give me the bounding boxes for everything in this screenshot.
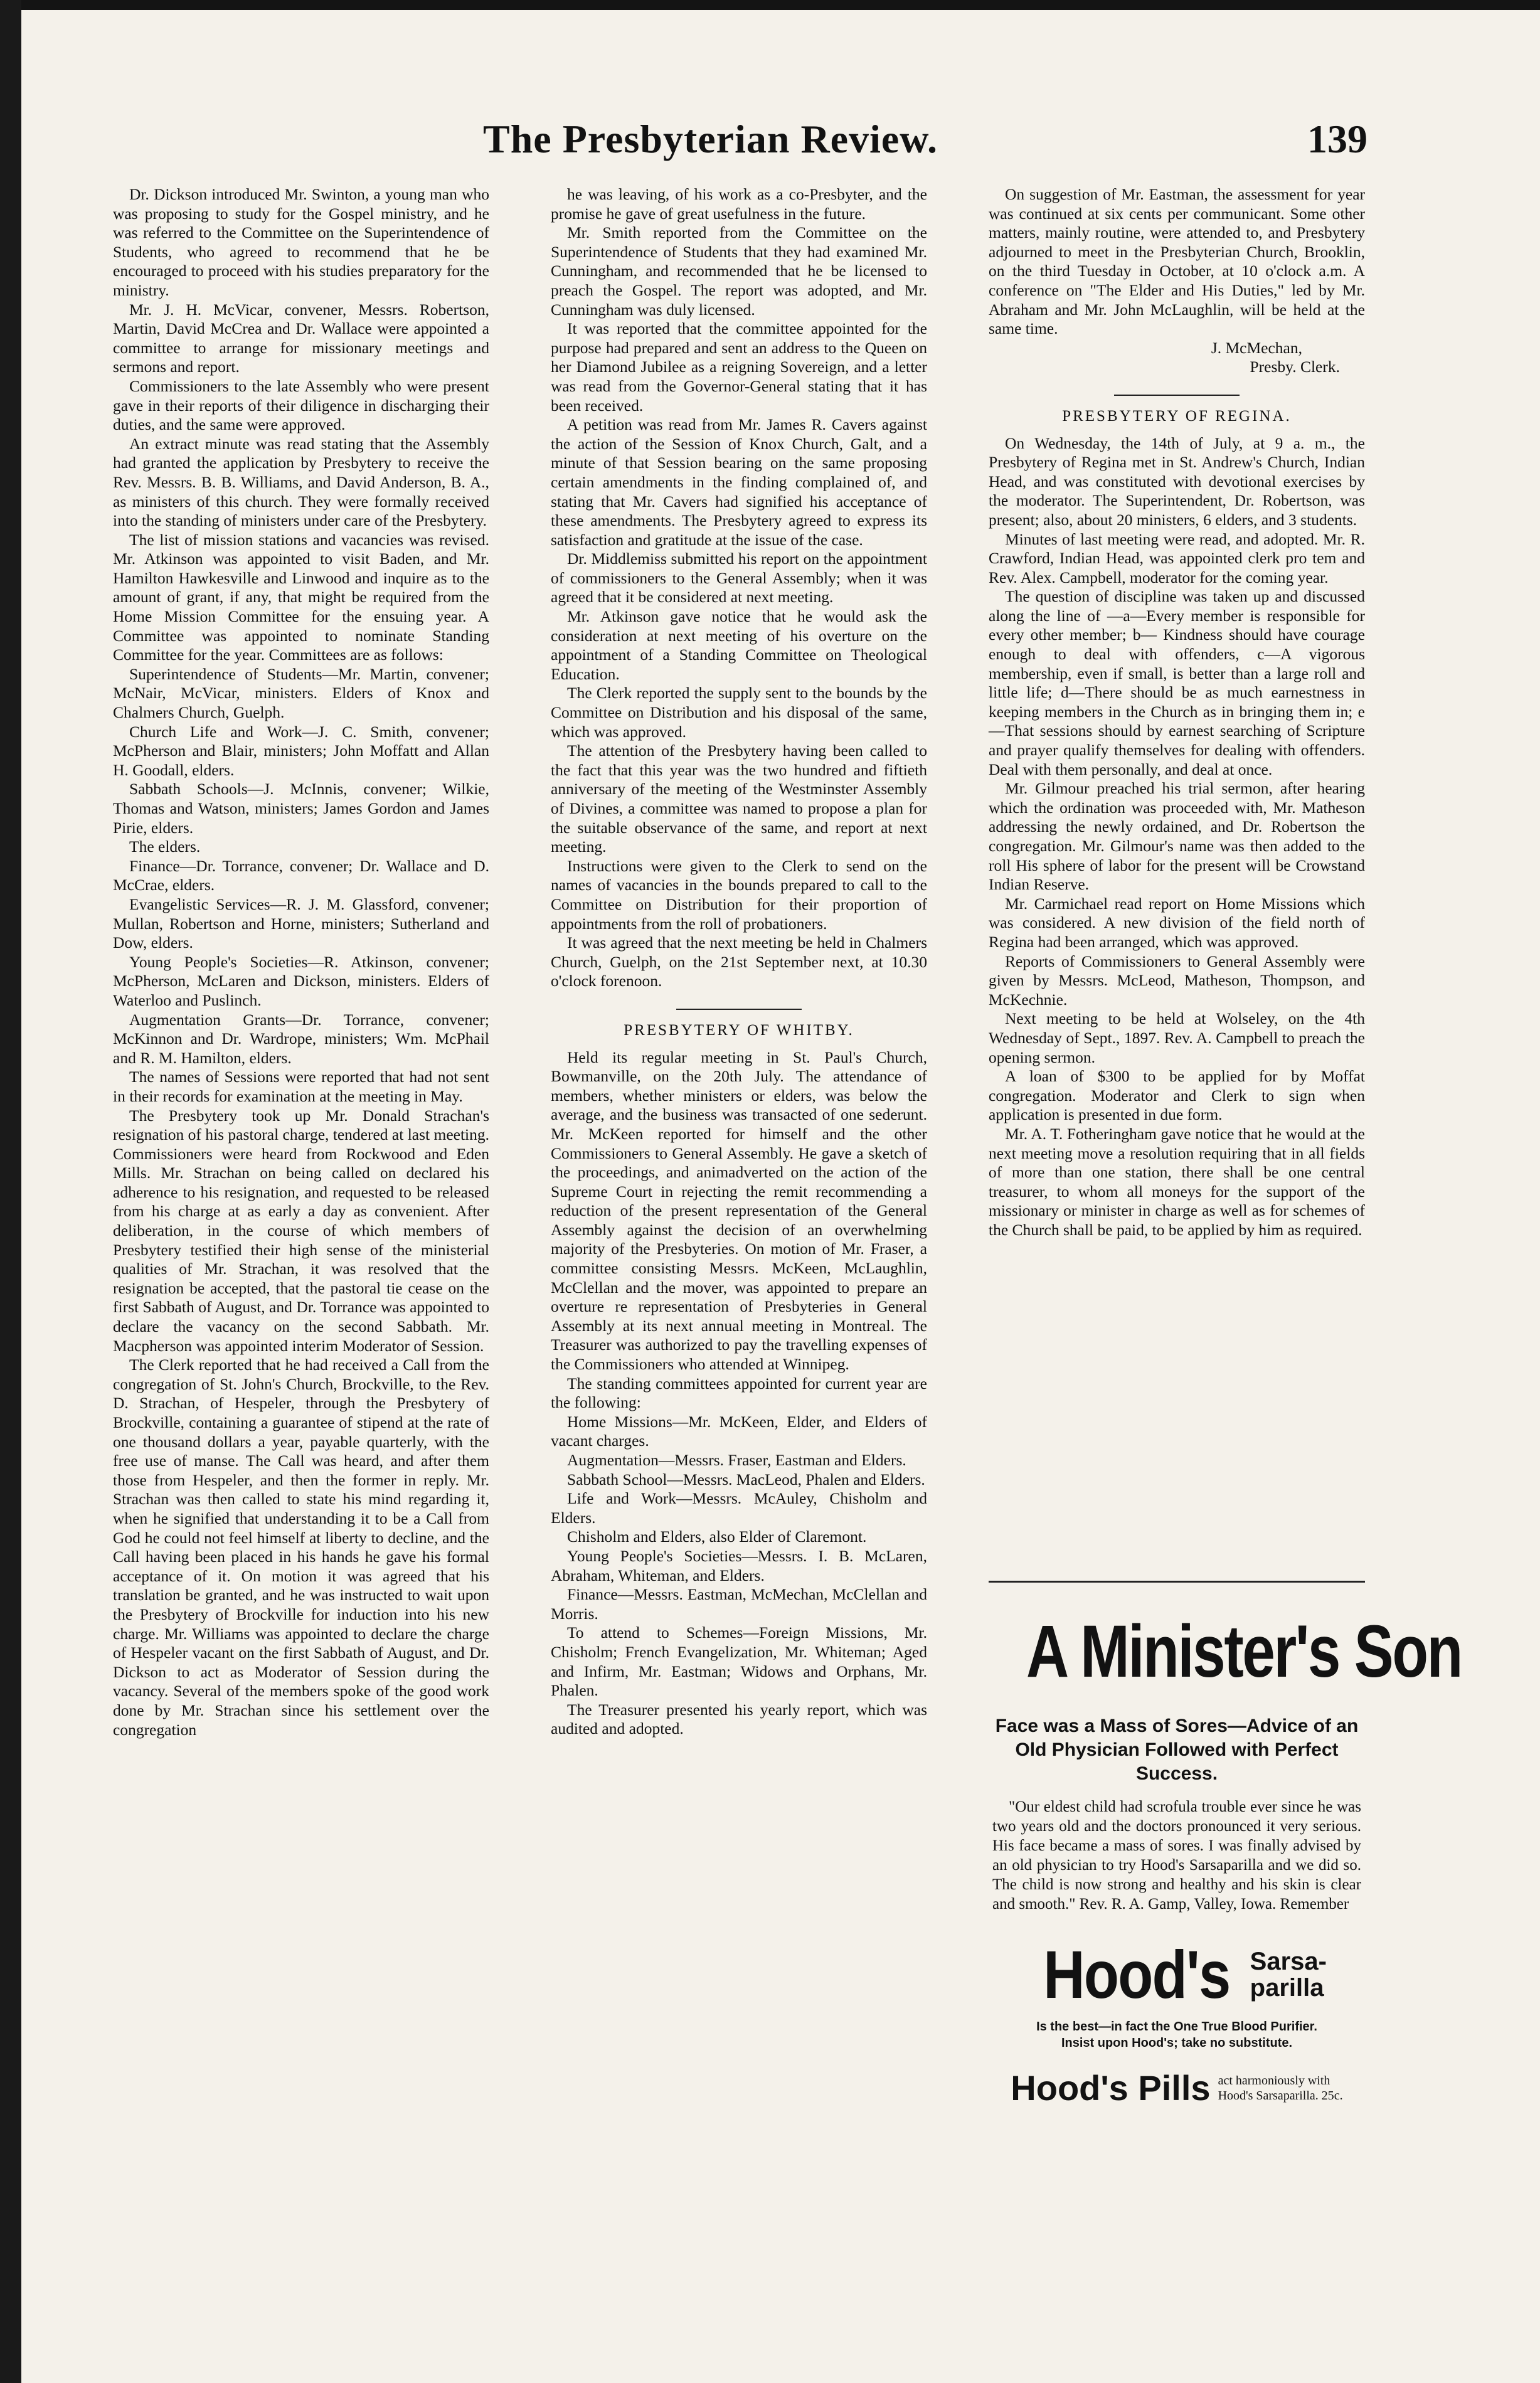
paragraph: A petition was read from Mr. James R. Cavers against the action of the Session of Knox Church, Galt, and a minute of that Session bearing on the same proposing certain amendments in the finding complained of, and stating that Mr. Cavers had signified his acceptance of these amendments. The Presbytery agreed to express its satisfaction and gratitude at the issue of the case.: [551, 415, 927, 549]
column-1: [113, 185, 489, 2355]
paragraph: Next meeting to be held at Wolseley, on the 4th Wednesday of Sept., 1897. Rev. A. Campbell to preach the opening sermon.: [989, 1009, 1365, 1066]
ad-title: A Minister's Son: [1026, 1610, 1462, 1693]
paragraph: Evangelistic Services—R. J. M. Glassford, convener; Mullan, Robertson and Horne, ministers; Sutherland and Dow, elders.: [113, 894, 489, 952]
scan-top-border: [0, 0, 1540, 10]
paragraph: Young People's Societies—Messrs. I. B. McLaren, Abraham, Whiteman, and Elders.: [551, 1546, 927, 1584]
paragraph: It was reported that the committee appointed for the purpose had prepared and sent an address to the Queen on her Diamond Jubilee as a reigning Sovereign, and a letter was read from the Governor-General stating that it has been received.: [551, 319, 927, 415]
paragraph: Augmentation—Messrs. Fraser, Eastman and Elders.: [567, 1451, 906, 1469]
ad-body: [992, 1797, 1361, 1914]
paragraph: On suggestion of Mr. Eastman, the assessment for year was continued at six cents per communicant. Some other matters, mainly routine, were attended to, and Presbytery adjourned to meet in the Presbyterian Church, Brooklin, on the third Tuesday in October, at 10 o'clock a.m. A conference on "The Elder and His Duties," led by Mr. Abraham and Mr. John McLaughlin, will be held at the same time.: [989, 185, 1365, 338]
paragraph: To attend to Schemes—Foreign Missions, Mr. Chisholm; French Evangelization, Mr. Whiteman; Aged and Infirm, Mr. Eastman; Widows and Orphans, Mr. Phalen.: [551, 1623, 927, 1700]
brand-product-line-1: Sarsa-: [1250, 1947, 1327, 1975]
paragraph: A loan of $300 to be applied for by Moffat congregation. Moderator and Clerk to sign when application is presented in due form.: [989, 1067, 1365, 1124]
brand-product: [1250, 1948, 1327, 2001]
paragraph: The Treasurer presented his yearly report, which was audited and adopted.: [551, 1700, 927, 1738]
paragraph: The standing committees appointed for current year are the following:: [551, 1374, 927, 1412]
scan-left-border: [0, 0, 21, 2383]
pills-name: Hood's Pills: [1011, 2068, 1211, 2108]
paragraph: Mr. J. H. McVicar, convener, Messrs. Robertson, Martin, David McCrea and Dr. Wallace were appointed a committee to arrange for missionary meetings and sermons and report.: [113, 300, 489, 376]
paragraph: Mr. Carmichael read report on Home Missions which was considered. A new division of the field north of Regina had been arranged, which was approved.: [989, 894, 1365, 951]
paragraph: Chisholm and Elders, also Elder of Claremont.: [567, 1527, 867, 1546]
pills-text: [1218, 2073, 1343, 2103]
paragraph: Church Life and Work—J. C. Smith, convener; McPherson and Blair, ministers; John Moffatt and Allan H. Goodall, elders.: [113, 722, 489, 779]
section-heading-regina: PRESBYTERY OF REGINA.: [1062, 407, 1292, 425]
paragraph: Held its regular meeting in St. Paul's Church, Bowmanville, on the 20th July. The attendance of members, whether ministers or elders, was below the average, and the business was transacted of one sederunt. Mr. McKeen reported for himself and the other Commissioners to General Assembly. He gave a sketch of the proceedings, and animadverted on the action of the Supreme Court in rejecting the remit recommending a reduction of the present representation of the General Assembly against the decision of an overwhelming majority of the Presbyteries. On motion of Mr. Fraser, a committee consisting Messrs. McKeen, McLaughlin, McClellan and the mover, was appointed to prepare an overture re representation of Presbyteries in General Assembly at its next annual meeting in Montreal. The Treasurer was authorized to pay the travelling expenses of the Commissioners who attended at Winnipeg.: [551, 1048, 927, 1374]
paragraph: Sabbath School—Messrs. MacLeod, Phalen and Elders.: [567, 1470, 925, 1489]
paragraph: Life and Work—Messrs. McAuley, Chisholm and Elders.: [551, 1489, 927, 1527]
ad-tagline-1: Is the best—in fact the One True Blood Purifier.: [1036, 2020, 1317, 2034]
advertisement: [989, 1581, 1462, 2359]
paragraph: The attention of the Presbytery having been called to the fact that this year was the two hundred and fiftieth anniversary of the meeting of the Westminster Assembly of Divines, a committee was named to propose a plan for the suitable observance of the same, and report at next meeting.: [551, 741, 927, 856]
paragraph: An extract minute was read stating that the Assembly had granted the application by Presbytery to receive the Rev. Messrs. B. B. Williams, and David Anderson, B. A., as ministers of this church. They were formally received into the standing of ministers under care of the Presbytery.: [113, 434, 489, 530]
paragraph: Minutes of last meeting were read, and adopted. Mr. R. Crawford, Indian Head, was appointed clerk pro tem and Rev. Alex. Campbell, moderator for the coming year.: [989, 529, 1365, 586]
section-rule: [676, 1009, 802, 1010]
paragraph: The Presbytery took up Mr. Donald Strachan's resignation of his pastoral charge, tendered at last meeting. Commissioners were heard from Rockwood and Eden Mills. Mr. Strachan on being called on declared his adherence to his resignation, and requested to be released from his charge at as early a day as convenient. After deliberation, in the course of which members of Presbytery testified their high sense of the ministerial qualities of Mr. Strachan, it was resolved that the resignation be accepted, that the pastoral tie cease on the first Sabbath of August, and Dr. Torrance was appointed to declare the vacancy on the second Sabbath. Mr. Macpherson was appointed interim Moderator of Session.: [113, 1106, 489, 1355]
page-number: 139: [1307, 117, 1367, 161]
ad-tagline-2: Insist upon Hood's; take no substitute.: [1061, 2036, 1293, 2050]
ad-subtitle: Face was a Mass of Sores—Advice of an Old Physician Followed with Perfect Success.: [995, 1716, 1359, 1784]
paragraph: he was leaving, of his work as a co-Presbyter, and the promise he gave of great usefulness in the future.: [551, 185, 927, 223]
paragraph: Mr. A. T. Fotheringham gave notice that he would at the next meeting move a resolution requiring that in all fields of more than one station, there shall be one central treasurer, to whom all moneys for the support of the missionary or minister in charge as well as for schemes of the Church shall be paid, to be applied by him as required.: [989, 1124, 1365, 1239]
paragraph: On Wednesday, the 14th of July, at 9 a. m., the Presbytery of Regina met in St. Andrew's Church, Indian Head, and was constituted with devotional exercises by the moderator. The Superintendent, Dr. Robertson, was present; also, about 20 ministers, 6 elders, and 3 students.: [989, 433, 1365, 529]
paragraph: Superintendence of Students—Mr. Martin, convener; McNair, McVicar, ministers. Elders of Knox and Chalmers Church, Guelph.: [113, 664, 489, 722]
paragraph: Augmentation Grants—Dr. Torrance, convener; McKinnon and Dr. Wardrope, ministers; Wm. McPhail and R. M. Hamilton, elders.: [113, 1010, 489, 1067]
paragraph: Mr. Atkinson gave notice that he would ask the consideration at next meeting of his overture on the appointment of a Standing Committee on Theological Education.: [551, 607, 927, 683]
paragraph: The list of mission stations and vacancies was revised. Mr. Atkinson was appointed to visit Baden, and Mr. Hamilton Hawkesville and Linwood and inquire as to the amount of grant, if any, that might be required from the Home Mission Committee for the ensuing year. A Committee was appointed to nominate Standing Committee for the year. Committees are as follows:: [113, 530, 489, 664]
brand-product-line-2: parilla: [1250, 1973, 1324, 2002]
paragraph: The question of discipline was taken up and discussed along the line of —a—Every member is responsible for every other member; b— Kindness should have courage enough to deal with offenders, c—A vigorous membership, even if small, is better than a large roll and little life; d—There should be as much earnestness in keeping members in the Church as in bringing them in; e—That sessions should by earnest searching of Scripture and prayer qualify themselves for dealing with offenders. Deal with them personally, and deal at once.: [989, 587, 1365, 778]
signature-name: J. McMechan,: [1211, 338, 1302, 357]
column-3: [989, 185, 1365, 1565]
page-header: [113, 116, 1367, 176]
signature-title: Presby. Clerk.: [1250, 358, 1340, 376]
section-rule: [1114, 395, 1240, 396]
brand-name: Hood's: [1043, 1936, 1230, 2012]
paragraph: Reports of Commissioners to General Assembly were given by Messrs. McLeod, Matheson, Thompson, and McKechnie.: [989, 952, 1365, 1009]
paragraph: Instructions were given to the Clerk to send on the names of vacancies in the bounds prepared to call to the Committee on Distribution for their proportion of appointments from the roll of probationers.: [551, 856, 927, 933]
paragraph: Home Missions—Mr. McKeen, Elder, and Elders of vacant charges.: [551, 1412, 927, 1450]
pills-text-line-1: act harmoniously with: [1218, 2073, 1330, 2088]
running-title: The Presbyterian Review.: [483, 117, 938, 161]
paragraph: Sabbath Schools—J. McInnis, convener; Wilkie, Thomas and Watson, ministers; James Gordon and James Pirie, elders.: [113, 780, 489, 837]
paragraph: The names of Sessions were reported that had not sent in their records for examination at the meeting in May.: [113, 1068, 489, 1105]
ad-top-rule: [989, 1581, 1365, 1583]
paragraph: Finance—Dr. Torrance, convener; Dr. Wallace and D. McCrae, elders.: [113, 856, 489, 894]
pills-text-line-2: Hood's Sarsaparilla. 25c.: [1218, 2088, 1343, 2103]
hoods-sarsaparilla-logo: [989, 1935, 1365, 2014]
paragraph: Young People's Societies—R. Atkinson, convener; McPherson, McLaren and Dickson, ministers. Elders of Waterloo and Puslinch.: [113, 952, 489, 1009]
hoods-pills-line: [989, 2067, 1365, 2108]
paragraph: Commissioners to the late Assembly who were present gave in their reports of their diligence in discharging their duties, and the same were approved.: [113, 376, 489, 434]
paragraph: Finance—Messrs. Eastman, McMechan, McClellan and Morris.: [551, 1585, 927, 1623]
ad-testimonial: "Our eldest child had scrofula trouble ever since he was two years old and the doctors pronounced it very serious. His face became a mass of sores. I was finally advised by an old physician to try Hood's Sarsaparilla and we did so. The child is now strong and healthy and his skin is clear and smooth." Rev. R. A. Gamp, Valley, Iowa. Remember: [992, 1798, 1361, 1913]
paragraph: Mr. Smith reported from the Committee on the Superintendence of Students that they had examined Mr. Cunningham, and recommended that he be licensed to preach the Gospel. The report was adopted, and Mr. Cunningham was duly licensed.: [551, 223, 927, 319]
paragraph: The Clerk reported that he had received a Call from the congregation of St. John's Church, Brockville, to the Rev. D. Strachan, of Hespeler, through the Presbytery of Brockville, containing a guarantee of stipend at the rate of one thousand dollars a year, payable quarterly, with the free use of manse. The Call was heard, and after them those from Hespeler, and then the former in reply. Mr. Strachan was then called to state his mind regarding it, when he signified that understanding it to be a Call from God he could not feel himself at liberty to decline, and the Call having been placed in his hands he gave his formal acceptance of it. On motion it was agreed that his translation be granted, and he was instructed to wait upon the Presbytery of Brockville for induction into his new charge. Mr. Williams was appointed to declare the charge of Hespeler vacant on the first Sabbath of August, and Dr. Dickson to act as Moderator of Session during the vacancy. Several of the members spoke of the good work done by Mr. Strachan since his settlement over the congregation: [113, 1356, 489, 1739]
paragraph: The Clerk reported the supply sent to the bounds by the Committee on Distribution and his disposal of the same, which was approved.: [551, 684, 927, 741]
column-2: [551, 185, 927, 2355]
section-heading-whitby: PRESBYTERY OF WHITBY.: [624, 1021, 854, 1039]
paragraph: The elders.: [129, 837, 201, 856]
paragraph: Dr. Middlemiss submitted his report on the appointment of commissioners to the General Assembly; when it was agreed that it be considered at next meeting.: [551, 549, 927, 607]
paragraph: Mr. Gilmour preached his trial sermon, after hearing which the ordination was proceeded with, Mr. Matheson addressing the newly ordained, and Dr. Robertson the congregation. Mr. Gilmour's name was then added to the roll His sphere of labor for the present will be Crowstand Indian Reserve.: [989, 779, 1365, 894]
paragraph: It was agreed that the next meeting be held in Chalmers Church, Guelph, on the 21st September next, at 10.30 o'clock forenoon.: [551, 933, 927, 990]
paragraph: Dr. Dickson introduced Mr. Swinton, a young man who was proposing to study for the Gospel ministry, and he was referred to the Committee on the Superintendence of Students, who agreed to recommend that he be encouraged to proceed with his studies preparatory for the ministry.: [113, 185, 489, 299]
